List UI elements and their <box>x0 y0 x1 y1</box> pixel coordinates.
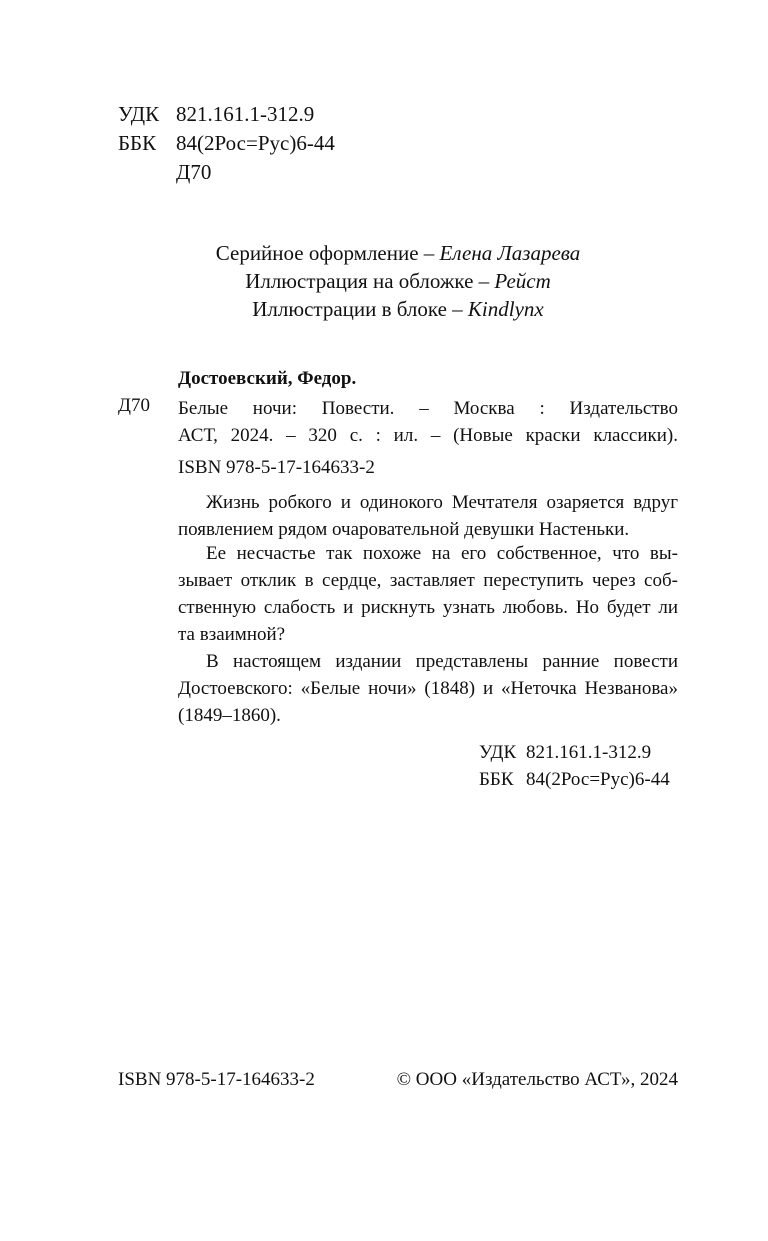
footer-copyright: © ООО «Издательство АСТ», 2024 <box>396 1069 678 1090</box>
udk-label: УДК <box>118 102 160 126</box>
credit-name: Kindlynx <box>467 297 544 321</box>
entry-isbn: ISBN 978-5-17-164633-2 <box>178 457 375 478</box>
credit-line-cover <box>118 267 678 295</box>
credit-role: Серийное оформление – <box>215 241 440 265</box>
bbk-value: 84(2Рос=Рус)6-44 <box>526 769 670 790</box>
bbk-row <box>118 129 335 158</box>
credit-role: Иллюстрации в блоке – <box>252 297 468 321</box>
author-sign: Д70 <box>176 160 212 184</box>
bbk-row <box>479 766 670 793</box>
annotation-line: появлением рядом очаровательной девушки Настеньки. <box>178 519 630 540</box>
credit-role: Иллюстрация на обложке – <box>245 269 495 293</box>
bbk-label: ББК <box>118 131 157 155</box>
bibliographic-description <box>178 395 678 449</box>
biblio-line-2: АСТ, 2024. – 320 с. : ил. – (Новые краски классики). <box>178 425 678 446</box>
annotation-paragraph-1 <box>178 489 678 543</box>
credit-line-design <box>118 239 678 267</box>
annotation-paragraph-2 <box>178 540 678 648</box>
annotation-line: Жизнь робкого и одинокого Мечтателя озаряется вдруг <box>206 492 678 513</box>
credit-name: Рейст <box>494 269 551 293</box>
annotation-line: Достоевского: «Белые ночи» (1848) и «Неточка Незванова» <box>178 678 678 699</box>
bbk-value: 84(2Рос=Рус)6-44 <box>176 131 335 155</box>
udk-row <box>118 100 335 129</box>
credit-line-illustrations <box>118 295 678 323</box>
annotation-line: В настоящем издании представлены ранние повести <box>206 651 678 672</box>
biblio-line-1: Белые ночи: Повести. – Москва : Издательство <box>178 398 678 419</box>
annotation-line: (1849–1860). <box>178 705 281 726</box>
udk-value: 821.161.1-312.9 <box>526 742 652 763</box>
credits-block <box>118 239 678 323</box>
footer-isbn: ISBN 978-5-17-164633-2 <box>118 1069 315 1090</box>
annotation-line: ственную слабость и рискнуть узнать любовь. Но будет ли <box>178 597 678 618</box>
bbk-label: ББК <box>479 769 514 790</box>
udk-row <box>479 739 670 766</box>
credit-name: Елена Лазарева <box>439 241 581 265</box>
classification-codes-bottom <box>479 739 670 793</box>
entry-author: Достоевский, Федор. <box>178 368 357 389</box>
annotation-line: Ее несчастье так похоже на его собственное, что вы- <box>206 543 678 564</box>
udk-value: 821.161.1-312.9 <box>176 102 315 126</box>
classification-codes-top <box>118 100 335 187</box>
udk-label: УДК <box>479 742 517 763</box>
entry-author-sign: Д70 <box>118 395 150 416</box>
annotation-line: та взаимной? <box>178 624 286 645</box>
annotation-line: зывает отклик в сердце, заставляет переступить через соб- <box>178 570 678 591</box>
annotation-paragraph-3 <box>178 648 678 729</box>
